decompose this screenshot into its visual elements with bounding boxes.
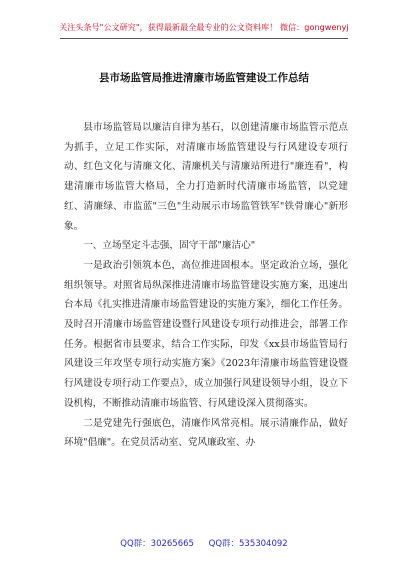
section-heading-1: 一、立场坚定斗志强，固守干部"廉洁心" bbox=[83, 240, 256, 252]
footer-contacts bbox=[0, 537, 408, 549]
footer-qq-group-1: QQ群：30265665 bbox=[120, 539, 194, 549]
header-banner: 关注头条号"公文研究"，获得最新最全最专业的公文资料库！ 微信：gongwenyj bbox=[59, 23, 349, 32]
paragraph-intro: 县市场监管局以廉洁自律为基石，以创建清廉市场监管示范点为抓手，立足工作实际，对清廉市场监管建设与行风建设专项行动、红色文化与清廉文化、清廉机关与清廉站所进行"廉连看"，构建清廉市场监管大格局，全力打造新时代清廉市场监管，以党建红、清廉绿、市监蓝"三色"生动展示市场监管铁军"铁骨廉心"新形象。 bbox=[64, 122, 348, 232]
document-title: 县市场监管局推进清廉市场监管建设工作总结 bbox=[99, 72, 309, 84]
footer-qq-group-2: QQ群：535304092 bbox=[208, 539, 288, 549]
document-body bbox=[64, 118, 348, 453]
paragraph-political-lead: 一是政治引领筑本色，高位推进固根本。坚定政治立场，强化组织领导。对照省局纵深推进清廉市场监管建设实施方案，迅速出台本局《扎实推进清廉市场监管建设的实施方案》，细化工作任务。及时召开清廉市场监管建设暨行风建设专项行动推进会，部署工作任务。根据省市县要求，结合工作实际，印发《xx县市场监管局行风建设三年攻坚专项行动实施方案》《2023年清廉市场监管建设暨行风建设专项行动工作要点》，成立加强行风建设领导小组，设立下设机构，不断推动清廉市场监管、行风建设深入贯彻落实。 bbox=[64, 259, 348, 409]
header-divider bbox=[60, 38, 348, 39]
paragraph-party-building: 二是党建先行强底色，清廉作风常亮相。展示清廉作品，做好环境"倡廉"。在党员活动室、党风廉政室、办 bbox=[64, 417, 348, 449]
